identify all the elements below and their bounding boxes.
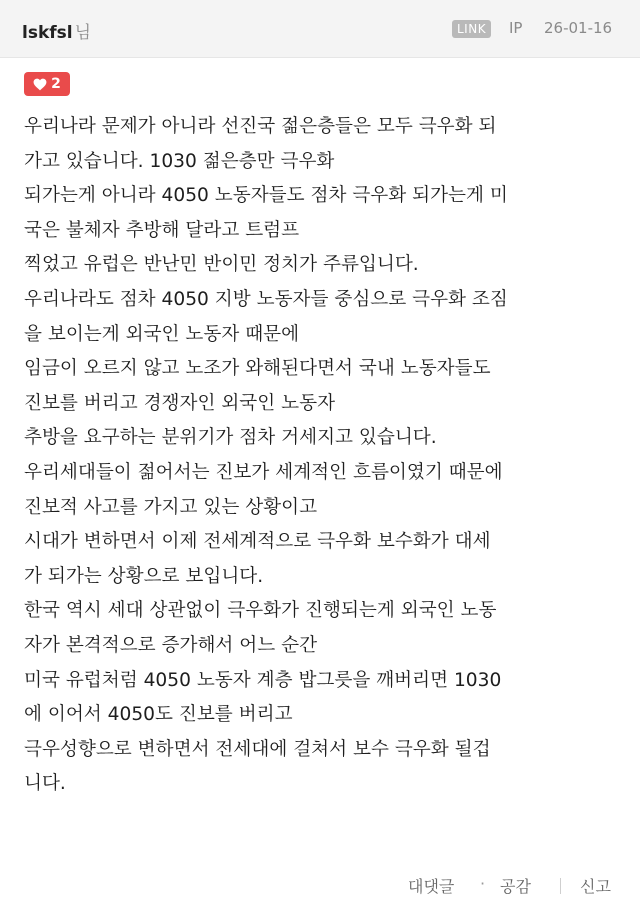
empathy-button[interactable]: 공감 [500,877,531,896]
comment-line: 니다. [24,773,66,795]
comment-line: 한국 역시 세대 상관없이 극우화가 진행되는게 외국인 노동 [24,600,497,622]
comment-body [24,110,626,802]
ip-label: IP [509,19,523,37]
comment-line: 국은 불체자 추방해 달라고 트럼프 [24,219,300,241]
comment-line: 우리세대들이 젊어서는 진보가 세계적인 흐름이였기 때문에 [24,461,503,483]
reply-button[interactable]: 대댓글 [408,877,455,896]
report-button[interactable]: 신고 [580,877,611,896]
comment-line: 진보를 버리고 경쟁자인 외국인 노동자 [24,392,336,414]
comment-actions [0,862,640,910]
comment-line: 추방을 요구하는 분위기가 점차 거세지고 있습니다. [24,427,437,449]
comment-author[interactable] [22,18,91,43]
comment-line: 진보적 사고를 가지고 있는 상황이고 [24,496,318,518]
comment-line: 가 되가는 상황으로 보입니다. [24,565,264,587]
author-honorific: 님 [74,23,92,43]
author-username[interactable]: lskfsl [22,23,73,43]
comment-date: 26-01-16 [544,19,613,37]
comment-line: 우리나라 문제가 아니라 선진국 젊은층들은 모두 극우화 되 [24,116,497,137]
link-button[interactable]: LINK [452,20,491,38]
comment-line: 자가 본격적으로 증가해서 어느 순간 [24,634,318,656]
comment-line: 우리나라도 점차 4050 지방 노동자들 중심으로 극우화 조짐 [24,288,508,310]
comment-line: 가고 있습니다. 1030 젊은층만 극우화 [24,150,335,172]
comment-line: 미국 유럽처럼 4050 노동자 계층 밥그릇을 깨버리면 1030 [24,669,502,691]
separator-dot: · [480,874,486,893]
comment-line: 찍었고 유럽은 반난민 반이민 정치가 주류입니다. [24,254,419,276]
comment-line: 극우성향으로 변하면서 전세대에 걸쳐서 보수 극우화 될겁 [24,738,491,760]
heart-icon [33,78,47,91]
like-count: 2 [51,76,61,92]
like-count-badge[interactable] [24,72,70,96]
comment-header [0,0,640,58]
comment-line: 에 이어서 4050도 진보를 버리고 [24,704,293,726]
comment-line: 을 보이는게 외국인 노동자 때문에 [24,323,300,345]
comment-line: 임금이 오르지 않고 노조가 와해된다면서 국내 노동자들도 [24,358,491,380]
comment-line: 되가는게 아니라 4050 노동자들도 점차 극우화 되가는게 미 [24,185,508,207]
divider [560,878,561,894]
comment-line: 시대가 변하면서 이제 전세계적으로 극우화 보수화가 대세 [24,531,491,553]
